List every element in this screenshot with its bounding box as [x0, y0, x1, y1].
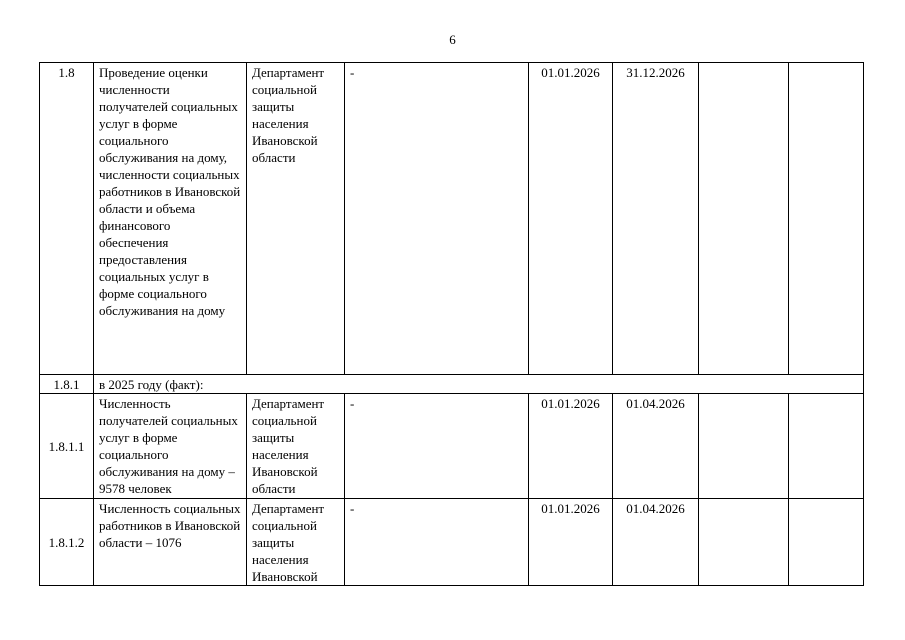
row-number: 1.8.1 — [40, 375, 94, 394]
empty-cell — [699, 63, 789, 375]
start-date: 01.01.2026 — [529, 63, 613, 375]
dash-cell: - — [345, 394, 529, 499]
dash-cell: - — [345, 499, 529, 586]
executor: Департамент социальной защиты населения Ивановской — [247, 499, 345, 586]
empty-cell — [699, 394, 789, 499]
table-row — [40, 63, 864, 375]
row-number: 1.8 — [40, 63, 94, 375]
start-date: 01.01.2026 — [529, 394, 613, 499]
table-row — [40, 375, 864, 394]
end-date: 01.04.2026 — [613, 499, 699, 586]
section-heading: в 2025 году (факт): — [94, 375, 864, 394]
plan-table — [39, 62, 864, 586]
activity-name: Численность социальных работников в Ивановской области – 1076 — [94, 499, 247, 586]
empty-cell — [789, 63, 864, 375]
empty-cell — [789, 499, 864, 586]
page-number: 6 — [449, 32, 456, 47]
activity-name: Численность получателей социальных услуг в форме социального обслуживания на дому – 9578 человек — [94, 394, 247, 499]
table-row — [40, 499, 864, 586]
dash-cell: - — [345, 63, 529, 375]
end-date: 01.04.2026 — [613, 394, 699, 499]
executor: Департамент социальной защиты населения Ивановской области — [247, 394, 345, 499]
end-date: 31.12.2026 — [613, 63, 699, 375]
row-number: 1.8.1.1 — [40, 394, 94, 499]
empty-cell — [699, 499, 789, 586]
activity-name: Проведение оценки численности получателей социальных услуг в форме социального обслуживания на дому, численности социальных работников в Ивановской области и объема финансового обеспечения предоставления социальных услуг в форме социального обслуживания на дому — [94, 63, 247, 375]
executor: Департамент социальной защиты населения Ивановской области — [247, 63, 345, 375]
empty-cell — [789, 394, 864, 499]
table-row — [40, 394, 864, 499]
row-number: 1.8.1.2 — [40, 499, 94, 586]
start-date: 01.01.2026 — [529, 499, 613, 586]
